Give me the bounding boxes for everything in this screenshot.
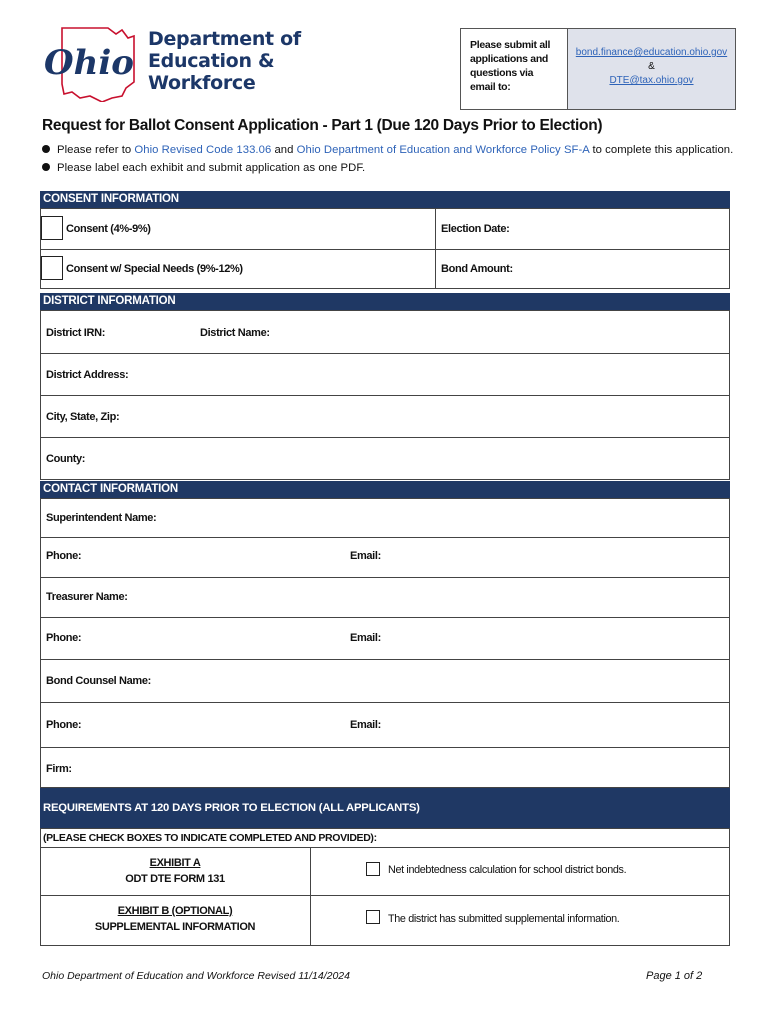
instruction-text: Please refer to <box>57 144 135 156</box>
district-address-label: District Address: <box>46 369 129 381</box>
bond-counsel-name-label: Bond Counsel Name: <box>46 675 151 687</box>
requirements-instruction: (PLEASE CHECK BOXES TO INDICATE COMPLETED AND PROVIDED): <box>43 832 377 844</box>
orc-link[interactable]: Ohio Revised Code 133.06 <box>134 144 272 156</box>
divider <box>310 847 311 946</box>
policy-link[interactable]: Ohio Department of Education and Workforce Policy SF-A <box>296 144 590 156</box>
bullet-icon <box>42 145 50 153</box>
divider <box>40 437 730 438</box>
exhibit-a-description: Net indebtedness calculation for school district bonds. <box>388 864 627 876</box>
dept-line-3: Workforce <box>148 72 256 94</box>
treasurer-name-label: Treasurer Name: <box>46 591 128 603</box>
divider <box>40 747 730 748</box>
special-needs-checkbox[interactable] <box>41 256 63 280</box>
divider <box>40 895 730 896</box>
bullet-icon <box>42 163 50 171</box>
bond-counsel-phone-label: Phone: <box>46 719 82 731</box>
exhibit-a-checkbox[interactable] <box>366 862 380 876</box>
city-state-zip-label: City, State, Zip: <box>46 411 120 423</box>
treasurer-email-label: Email: <box>350 632 381 644</box>
instruction-bullet-2 <box>42 162 365 174</box>
firm-label: Firm: <box>46 763 72 775</box>
exhibit-b-title: EXHIBIT B (OPTIONAL) <box>117 905 233 917</box>
exhibit-a-subtitle: ODT DTE FORM 131 <box>125 873 225 885</box>
divider <box>40 353 730 354</box>
requirements-section-header: REQUIREMENTS AT 120 DAYS PRIOR TO ELECTION (ALL APPLICANTS) <box>40 788 730 828</box>
email-ampersand: & <box>648 61 655 72</box>
exhibit-b-checkbox[interactable] <box>366 910 380 924</box>
consent-checkbox[interactable] <box>41 216 63 240</box>
logo-wordmark: Ohio <box>44 43 134 83</box>
superintendent-name-label: Superintendent Name: <box>46 512 157 524</box>
dept-line-1: Department of <box>148 28 301 50</box>
contact-section[interactable] <box>40 498 730 788</box>
finance-email-link[interactable]: bond.finance@education.ohio.gov <box>575 47 728 58</box>
instruction-bullet-1 <box>42 144 733 156</box>
consent-option-label: Consent (4%-9%) <box>66 223 151 235</box>
bond-amount-label: Bond Amount: <box>441 263 513 275</box>
consent-section-header: CONSENT INFORMATION <box>40 191 730 208</box>
exhibit-b-subtitle: SUPPLEMENTAL INFORMATION <box>94 921 256 933</box>
form-title: Request for Ballot Consent Application - Part 1 (Due 120 Days Prior to Election) <box>42 117 603 134</box>
bond-counsel-email-label: Email: <box>350 719 381 731</box>
district-name-label: District Name: <box>200 327 270 339</box>
superintendent-email-label: Email: <box>350 550 381 562</box>
special-needs-option-label: Consent w/ Special Needs (9%-12%) <box>66 263 243 275</box>
instruction-text: to complete this application. <box>589 144 734 156</box>
instruction-text: and <box>271 144 297 156</box>
divider <box>40 249 730 250</box>
divider <box>435 208 436 289</box>
contact-section-header: CONTACT INFORMATION <box>40 481 730 498</box>
divider <box>40 537 730 538</box>
treasurer-phone-label: Phone: <box>46 632 82 644</box>
dept-line-2: Education & <box>148 50 275 72</box>
page-number: Page 1 of 2 <box>646 970 703 982</box>
department-name <box>148 28 318 94</box>
instruction-text: Please label each exhibit and submit application as one PDF. <box>57 162 366 174</box>
divider <box>40 847 730 848</box>
superintendent-phone-label: Phone: <box>46 550 82 562</box>
submission-emails <box>568 29 735 109</box>
divider <box>40 577 730 578</box>
divider <box>40 395 730 396</box>
exhibit-a-title: EXHIBIT A <box>149 857 201 869</box>
county-label: County: <box>46 453 86 465</box>
exhibit-b-description: The district has submitted supplemental information. <box>388 913 620 925</box>
divider <box>40 702 730 703</box>
election-date-label: Election Date: <box>441 223 510 235</box>
district-irn-label: District IRN: <box>46 327 106 339</box>
submission-info-box <box>460 28 736 110</box>
divider <box>40 659 730 660</box>
footer-revision: Ohio Department of Education and Workforce Revised 11/14/2024 <box>42 970 350 982</box>
divider <box>40 617 730 618</box>
district-section-header: DISTRICT INFORMATION <box>40 293 730 310</box>
dte-email-link[interactable]: DTE@tax.ohio.gov <box>609 75 694 86</box>
submission-instructions: Please submit all applications and questions via email to: <box>461 29 568 109</box>
